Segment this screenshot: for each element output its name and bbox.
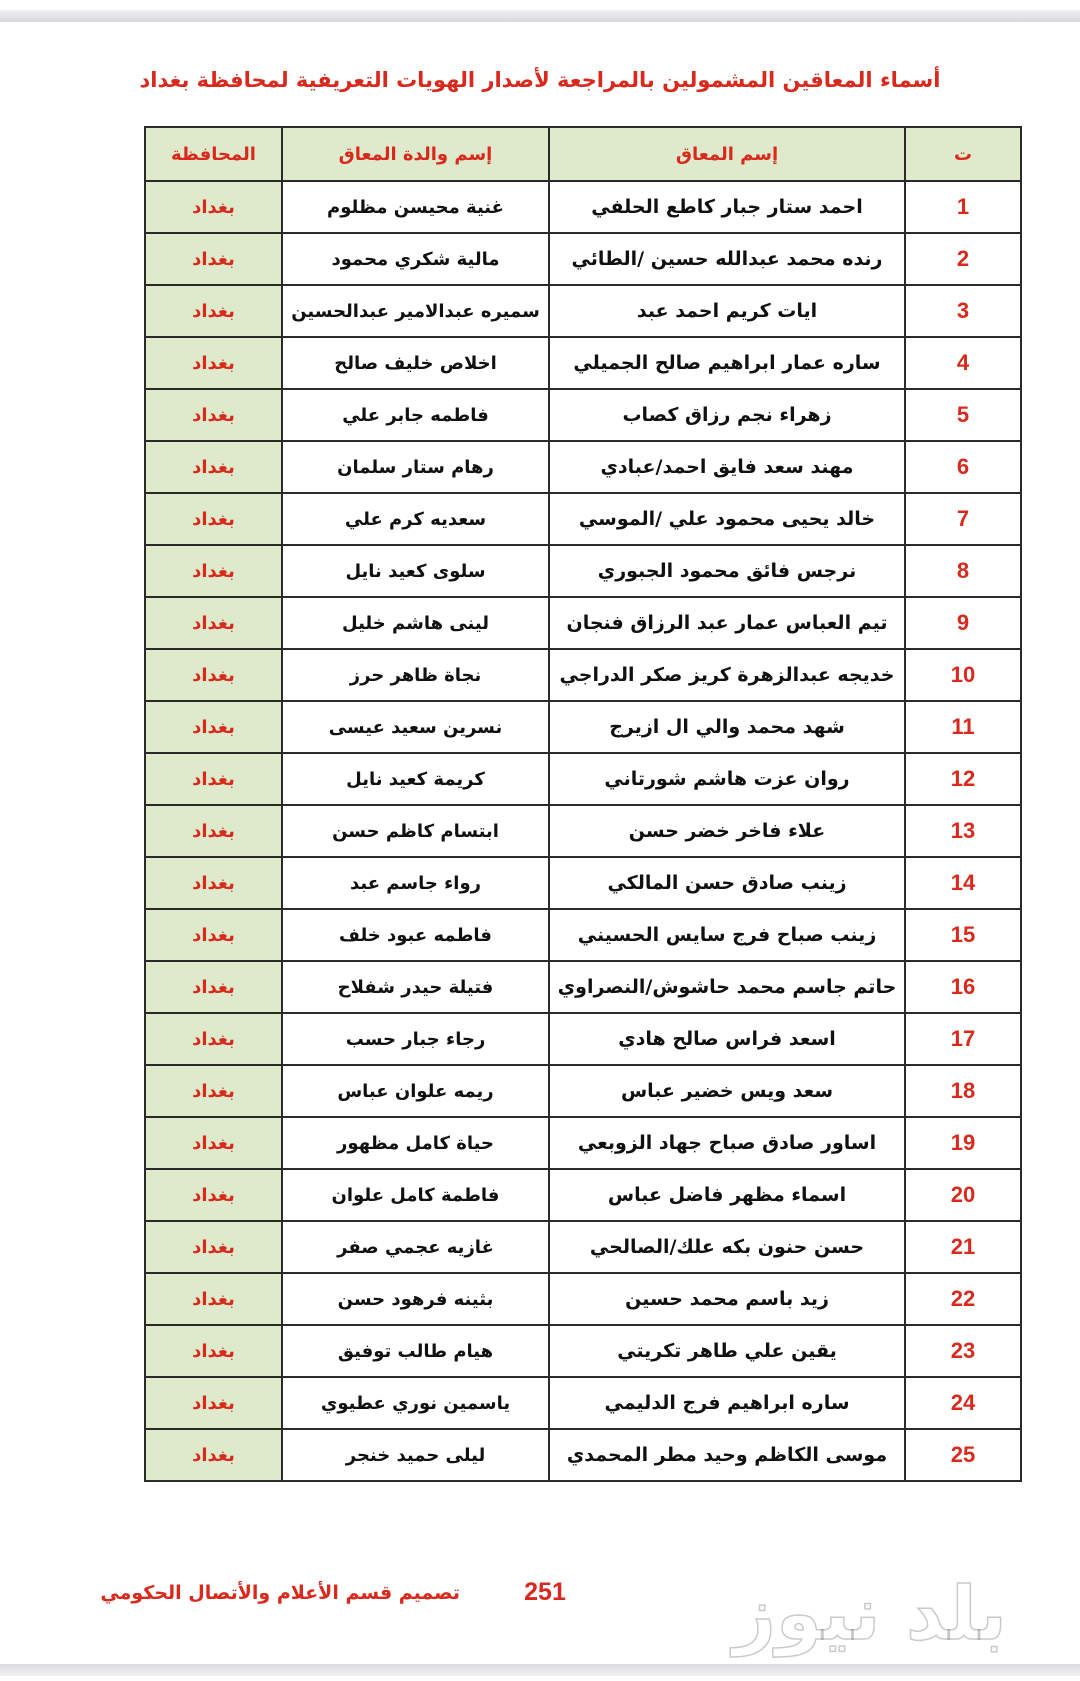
cell-number: 20 bbox=[905, 1169, 1021, 1221]
table-row bbox=[145, 1065, 1021, 1117]
cell-mother-name: نجاة ظاهر حرز bbox=[282, 649, 549, 701]
cell-governorate: بغداد bbox=[145, 1169, 282, 1221]
cell-mother-name: سلوى كعيد نايل bbox=[282, 545, 549, 597]
header-governorate: المحافظة bbox=[145, 127, 282, 181]
cell-governorate: بغداد bbox=[145, 441, 282, 493]
table-row bbox=[145, 545, 1021, 597]
cell-mother-name: فتيلة حيدر شفلاح bbox=[282, 961, 549, 1013]
cell-name: اسعد فراس صالح هادي bbox=[549, 1013, 905, 1065]
table-row bbox=[145, 701, 1021, 753]
cell-name: اسماء مظهر فاضل عباس bbox=[549, 1169, 905, 1221]
cell-number: 24 bbox=[905, 1377, 1021, 1429]
cell-number: 15 bbox=[905, 909, 1021, 961]
cell-mother-name: حياة كامل مظهور bbox=[282, 1117, 549, 1169]
table-row bbox=[145, 1169, 1021, 1221]
cell-governorate: بغداد bbox=[145, 337, 282, 389]
cell-name: يقين علي طاهر تكريتي bbox=[549, 1325, 905, 1377]
cell-mother-name: لينى هاشم خليل bbox=[282, 597, 549, 649]
cell-mother-name: ابتسام كاظم حسن bbox=[282, 805, 549, 857]
cell-number: 16 bbox=[905, 961, 1021, 1013]
cell-mother-name: غازيه عجمي صفر bbox=[282, 1221, 549, 1273]
cell-name: شهد محمد والي ال ازيرج bbox=[549, 701, 905, 753]
cell-number: 8 bbox=[905, 545, 1021, 597]
cell-name: مهند سعد فايق احمد/عبادي bbox=[549, 441, 905, 493]
cell-mother-name: رواء جاسم عبد bbox=[282, 857, 549, 909]
cell-number: 17 bbox=[905, 1013, 1021, 1065]
table-row bbox=[145, 909, 1021, 961]
table-row bbox=[145, 1325, 1021, 1377]
cell-mother-name: نسرين سعيد عيسى bbox=[282, 701, 549, 753]
cell-number: 2 bbox=[905, 233, 1021, 285]
cell-name: حسن حنون بكه علك/الصالحي bbox=[549, 1221, 905, 1273]
header-name: إسم المعاق bbox=[549, 127, 905, 181]
cell-governorate: بغداد bbox=[145, 597, 282, 649]
cell-name: زينب صادق حسن المالكي bbox=[549, 857, 905, 909]
cell-governorate: بغداد bbox=[145, 1273, 282, 1325]
registry-table bbox=[144, 126, 1022, 1482]
cell-name: خالد يحيى محمود علي /الموسي bbox=[549, 493, 905, 545]
cell-number: 13 bbox=[905, 805, 1021, 857]
table-row bbox=[145, 181, 1021, 233]
cell-mother-name: فاطمه جابر علي bbox=[282, 389, 549, 441]
cell-governorate: بغداد bbox=[145, 233, 282, 285]
cell-number: 19 bbox=[905, 1117, 1021, 1169]
cell-mother-name: هيام طالب توفيق bbox=[282, 1325, 549, 1377]
cell-name: نرجس فائق محمود الجبوري bbox=[549, 545, 905, 597]
table-row bbox=[145, 285, 1021, 337]
page-title: أسماء المعاقين المشمولين بالمراجعة لأصدار الهويات التعريفية لمحافظة بغداد bbox=[139, 68, 941, 92]
cell-number: 10 bbox=[905, 649, 1021, 701]
header-mother-name: إسم والدة المعاق bbox=[282, 127, 549, 181]
cell-number: 11 bbox=[905, 701, 1021, 753]
table-row bbox=[145, 1429, 1021, 1481]
cell-name: موسى الكاظم وحيد مطر المحمدي bbox=[549, 1429, 905, 1481]
cell-mother-name: غنية محيسن مظلوم bbox=[282, 181, 549, 233]
cell-governorate: بغداد bbox=[145, 389, 282, 441]
table-row bbox=[145, 805, 1021, 857]
table-row bbox=[145, 389, 1021, 441]
cell-name: تيم العباس عمار عبد الرزاق فنجان bbox=[549, 597, 905, 649]
table-row bbox=[145, 1377, 1021, 1429]
cell-governorate: بغداد bbox=[145, 1325, 282, 1377]
table-row bbox=[145, 1221, 1021, 1273]
cell-mother-name: سعديه كرم علي bbox=[282, 493, 549, 545]
cell-number: 25 bbox=[905, 1429, 1021, 1481]
table-header-row bbox=[145, 127, 1021, 181]
cell-mother-name: رجاء جبار حسب bbox=[282, 1013, 549, 1065]
cell-number: 7 bbox=[905, 493, 1021, 545]
cell-name: زيد باسم محمد حسين bbox=[549, 1273, 905, 1325]
cell-name: حاتم جاسم محمد حاشوش/النصراوي bbox=[549, 961, 905, 1013]
cell-governorate: بغداد bbox=[145, 961, 282, 1013]
cell-governorate: بغداد bbox=[145, 181, 282, 233]
cell-name: خديجه عبدالزهرة كريز صكر الدراجي bbox=[549, 649, 905, 701]
cell-mother-name: رهام ستار سلمان bbox=[282, 441, 549, 493]
cell-mother-name: فاطمة كامل علوان bbox=[282, 1169, 549, 1221]
table-row bbox=[145, 493, 1021, 545]
footer-credit: تصميم قسم الأعلام والأتصال الحكومي bbox=[100, 1582, 460, 1604]
bottom-rule bbox=[0, 1664, 1080, 1676]
top-rule bbox=[0, 10, 1080, 22]
cell-mother-name: كريمة كعيد نايل bbox=[282, 753, 549, 805]
cell-governorate: بغداد bbox=[145, 1117, 282, 1169]
table-row bbox=[145, 441, 1021, 493]
cell-name: ساره عمار ابراهيم صالح الجميلي bbox=[549, 337, 905, 389]
cell-number: 5 bbox=[905, 389, 1021, 441]
cell-name: روان عزت هاشم شورتاني bbox=[549, 753, 905, 805]
table-row bbox=[145, 337, 1021, 389]
cell-name: علاء فاخر خضر حسن bbox=[549, 805, 905, 857]
cell-mother-name: ياسمين نوري عطيوي bbox=[282, 1377, 549, 1429]
page-number: 251 bbox=[524, 1578, 566, 1606]
table-row bbox=[145, 1273, 1021, 1325]
cell-number: 3 bbox=[905, 285, 1021, 337]
cell-governorate: بغداد bbox=[145, 701, 282, 753]
cell-governorate: بغداد bbox=[145, 1377, 282, 1429]
cell-name: زهراء نجم رزاق كصاب bbox=[549, 389, 905, 441]
table-row bbox=[145, 233, 1021, 285]
header-number: ت bbox=[905, 127, 1021, 181]
cell-mother-name: ريمه علوان عباس bbox=[282, 1065, 549, 1117]
cell-number: 6 bbox=[905, 441, 1021, 493]
cell-mother-name: مالية شكري محمود bbox=[282, 233, 549, 285]
cell-number: 21 bbox=[905, 1221, 1021, 1273]
cell-number: 12 bbox=[905, 753, 1021, 805]
watermark-logo: بلد نيوز bbox=[733, 1571, 1007, 1657]
cell-governorate: بغداد bbox=[145, 1013, 282, 1065]
cell-number: 9 bbox=[905, 597, 1021, 649]
table-body bbox=[145, 181, 1021, 1481]
cell-governorate: بغداد bbox=[145, 285, 282, 337]
cell-number: 22 bbox=[905, 1273, 1021, 1325]
cell-governorate: بغداد bbox=[145, 753, 282, 805]
cell-governorate: بغداد bbox=[145, 493, 282, 545]
table-row bbox=[145, 753, 1021, 805]
cell-name: ايات كريم احمد عبد bbox=[549, 285, 905, 337]
cell-number: 1 bbox=[905, 181, 1021, 233]
cell-name: زينب صباح فرج سايس الحسيني bbox=[549, 909, 905, 961]
cell-name: ساره ابراهيم فرج الدليمي bbox=[549, 1377, 905, 1429]
table-row bbox=[145, 857, 1021, 909]
table-row bbox=[145, 961, 1021, 1013]
cell-mother-name: فاطمه عبود خلف bbox=[282, 909, 549, 961]
cell-mother-name: سميره عبدالامير عبدالحسين bbox=[282, 285, 549, 337]
cell-name: سعد ويس خضير عباس bbox=[549, 1065, 905, 1117]
cell-governorate: بغداد bbox=[145, 805, 282, 857]
cell-number: 4 bbox=[905, 337, 1021, 389]
registry-table-container bbox=[144, 126, 1020, 1482]
cell-number: 14 bbox=[905, 857, 1021, 909]
table-row bbox=[145, 1013, 1021, 1065]
cell-name: اساور صادق صباح جهاد الزوبعي bbox=[549, 1117, 905, 1169]
cell-number: 18 bbox=[905, 1065, 1021, 1117]
cell-name: احمد ستار جبار كاطع الحلفي bbox=[549, 181, 905, 233]
cell-governorate: بغداد bbox=[145, 1221, 282, 1273]
cell-number: 23 bbox=[905, 1325, 1021, 1377]
table-row bbox=[145, 1117, 1021, 1169]
cell-governorate: بغداد bbox=[145, 857, 282, 909]
cell-mother-name: اخلاص خليف صالح bbox=[282, 337, 549, 389]
cell-governorate: بغداد bbox=[145, 1429, 282, 1481]
cell-governorate: بغداد bbox=[145, 909, 282, 961]
cell-governorate: بغداد bbox=[145, 1065, 282, 1117]
table-row bbox=[145, 597, 1021, 649]
cell-governorate: بغداد bbox=[145, 545, 282, 597]
table-row bbox=[145, 649, 1021, 701]
cell-name: رنده محمد عبدالله حسين /الطائي bbox=[549, 233, 905, 285]
cell-mother-name: بثينه فرهود حسن bbox=[282, 1273, 549, 1325]
cell-mother-name: ليلى حميد خنجر bbox=[282, 1429, 549, 1481]
cell-governorate: بغداد bbox=[145, 649, 282, 701]
